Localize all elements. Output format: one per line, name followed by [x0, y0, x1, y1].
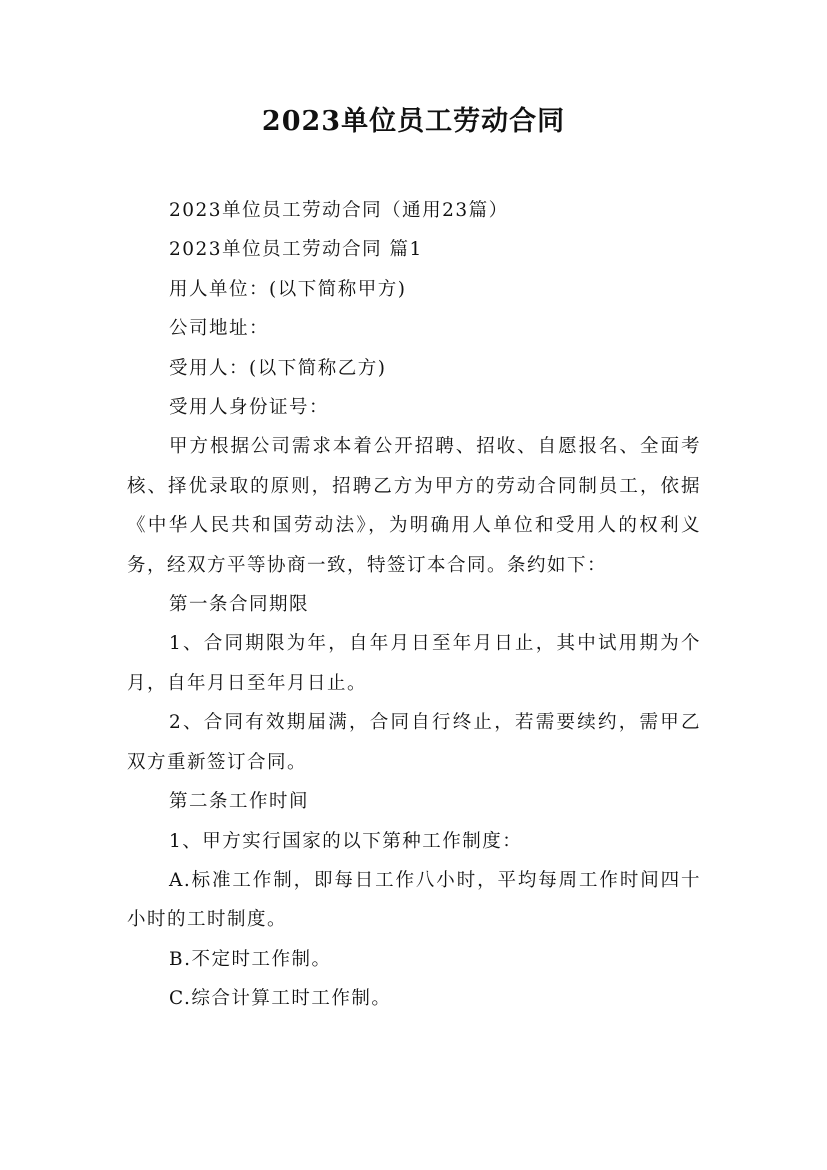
- paragraph: B.不定时工作制。: [169, 948, 332, 970]
- paragraph: 公司地址：: [169, 318, 270, 340]
- paragraph: 2、合同有效期届满，合同自行终止，若需要续约，需甲乙双方重新签订合同。: [127, 712, 701, 773]
- paragraph: 甲方根据公司需求本着公开招聘、招收、自愿报名、全面考核、择优录取的原则，招聘乙方为甲方的劳动合同制员工，依据《中华人民共和国劳动法》，为明确用人单位和受用人的权利义务，经双方平等协商一致，特签订本合同。条约如下：: [127, 436, 701, 576]
- paragraph: 2023单位员工劳动合同 篇1: [169, 239, 423, 261]
- document-title: 2023单位员工劳动合同: [261, 106, 566, 137]
- paragraph: 受用人：(以下简称乙方): [169, 357, 387, 379]
- paragraph: 用人单位：(以下简称甲方): [169, 278, 407, 300]
- section-heading: 第二条工作时间: [169, 791, 310, 813]
- paragraph: 受用人身份证号：: [169, 397, 330, 419]
- paragraph: A.标准工作制，即每日工作八小时，平均每周工作时间四十小时的工时制度。: [127, 869, 701, 931]
- paragraph: 2023单位员工劳动合同（通用23篇）: [169, 200, 509, 221]
- document-body: [127, 191, 701, 1019]
- paragraph: 1、合同期限为年，自年月日至年月日止，其中试用期为个月，自年月日至年月日止。: [127, 633, 701, 694]
- paragraph: 1、甲方实行国家的以下第种工作制度：: [169, 830, 523, 852]
- paragraph: C.综合计算工时工作制。: [169, 988, 392, 1010]
- section-heading: 第一条合同期限: [169, 594, 310, 616]
